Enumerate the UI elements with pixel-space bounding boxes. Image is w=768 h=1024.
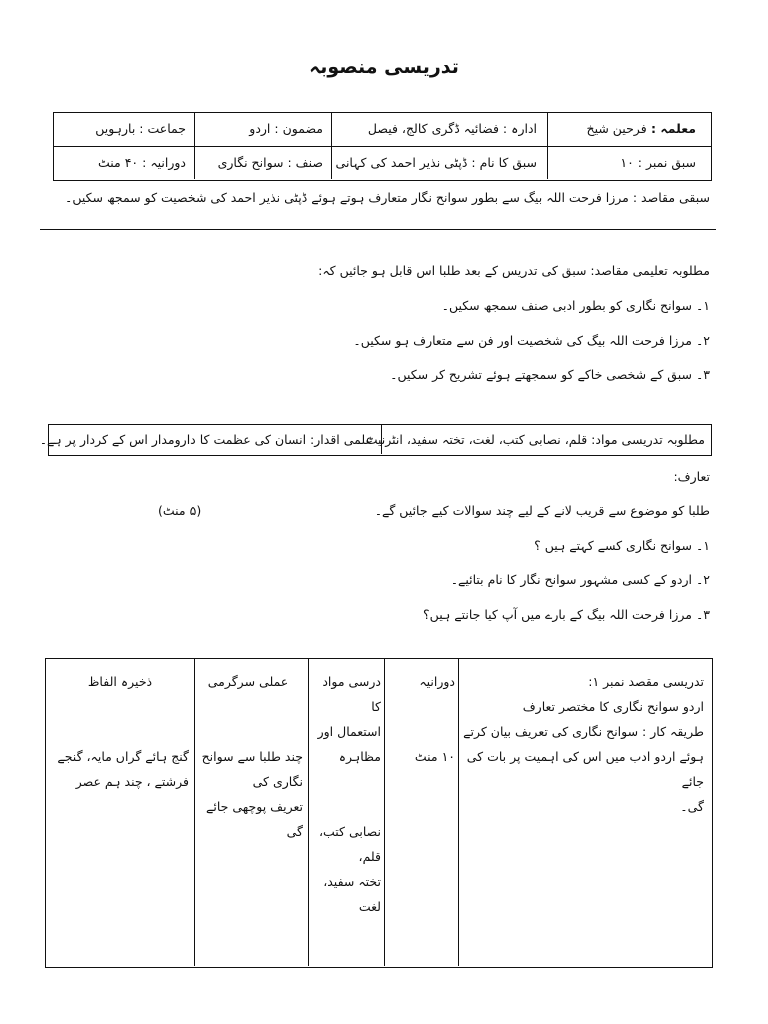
column-divider bbox=[547, 113, 548, 179]
cell-line: عملی سرگرمی bbox=[207, 674, 289, 689]
values-text: علمی اقدار: انسان کی عظمت کا دارومدار اس کے کردار پر ہے۔ bbox=[39, 432, 373, 447]
introduction-heading: تعارف: bbox=[673, 469, 710, 484]
cell-line: ۱۰ منٹ bbox=[414, 749, 455, 764]
cell-line: ہوئے اردو ادب میں اس کی اہمیت پر بات کی جائے bbox=[466, 749, 704, 789]
cell-line: نصابی کتب، قلم، bbox=[318, 824, 381, 864]
question-item: ۲۔ اردو کے کسی مشہور سوانح نگار کا نام بتائیے۔ bbox=[450, 572, 710, 587]
question-item: ۳۔ مرزا فرحت اللہ بیگ کے بارے میں آپ کیا جانتے ہیں؟ bbox=[423, 607, 710, 622]
column-divider bbox=[384, 659, 385, 966]
objective-item: ۳۔ سبق کے شخصی خاکے کو سمجھتے ہوئے تشریح کر سکیں۔ bbox=[390, 367, 710, 382]
learning-objectives-heading: مطلوبہ تعلیمی مقاصد: سبق کی تدریس کے بعد طلبا اس قابل ہو جائیں کہ: bbox=[318, 263, 710, 278]
teacher-field: معلمہ : فرحین شیخ bbox=[586, 121, 696, 136]
page-title: تدریسی منصوبہ bbox=[309, 56, 459, 78]
column-divider bbox=[194, 113, 195, 179]
cell-line: تختہ سفید، لغت bbox=[323, 874, 381, 914]
introduction-time: (۵ منٹ) bbox=[158, 503, 202, 518]
row-divider bbox=[54, 146, 711, 147]
cell-line: درسی مواد کا bbox=[322, 674, 381, 714]
column-divider bbox=[331, 113, 332, 179]
class-field: جماعت : بارہویں bbox=[95, 121, 186, 136]
cell-line: مظاہرہ bbox=[338, 749, 381, 764]
question-item: ۱۔ سوانح نگاری کسے کہتے ہیں ؟ bbox=[534, 538, 710, 553]
cell-line: اردو سوانح نگاری کا مختصر تعارف bbox=[522, 699, 704, 714]
activity-cell bbox=[193, 669, 303, 844]
teaching-objective-cell bbox=[459, 669, 704, 819]
cell-line: تدریسی مقصد نمبر ۱: bbox=[588, 674, 704, 689]
teaching-material-cell bbox=[311, 669, 381, 919]
objective-item: ۲۔ مرزا فرحت اللہ بیگ کی شخصیت اور فن سے متعارف ہو سکیں۔ bbox=[353, 333, 710, 348]
subject-field: مضمون : اردو bbox=[249, 121, 323, 136]
cell-line: ذخیرہ الفاظ bbox=[87, 674, 153, 689]
materials-box bbox=[39, 424, 712, 456]
cell-line: طریقہ کار : سوانح نگاری کی تعریف بیان کرتے bbox=[463, 724, 704, 739]
objective-item: ۱۔ سوانح نگاری کو بطور ادبی صنف سمجھ سکیں۔ bbox=[441, 298, 710, 313]
materials-text: مطلوبہ تدریسی مواد: قلم، نصابی کتب، لغت، تختہ سفید، انٹرنیٹ bbox=[365, 432, 705, 447]
vocabulary-cell bbox=[51, 669, 189, 794]
lesson-activity-table bbox=[45, 658, 713, 968]
duration-field: دورانیہ : ۴۰ منٹ bbox=[97, 155, 186, 170]
cell-line: گی۔ bbox=[680, 799, 704, 814]
cell-line: فرشتے ، چند ہم عصر bbox=[75, 774, 189, 789]
cell-line: دورانیہ bbox=[419, 674, 455, 689]
genre-field: صنف : سوانح نگاری bbox=[217, 155, 323, 170]
introduction-line: طلبا کو موضوع سے قریب لانے کے لیے چند سوالات کیے جائیں گے۔ bbox=[374, 503, 710, 518]
column-divider bbox=[308, 659, 309, 966]
cell-line: استعمال اور bbox=[317, 724, 381, 739]
duration-cell bbox=[387, 669, 455, 769]
lesson-name-field: سبق کا نام : ڈپٹی نذیر احمد کی کہانی bbox=[335, 155, 537, 170]
lesson-number-field: سبق نمبر : ۱۰ bbox=[620, 155, 696, 170]
divider bbox=[40, 229, 716, 230]
cell-line: چند طلبا سے سوانح نگاری کی bbox=[201, 749, 303, 789]
institute-field: ادارہ : فضائیہ ڈگری کالج، فیصل bbox=[367, 121, 537, 136]
cell-line: تعریف پوچھی جائے گی bbox=[206, 799, 303, 839]
cell-line: گنج ہائے گراں مایہ، گنجے bbox=[57, 749, 189, 764]
lesson-objective: سبقی مقاصد : مرزا فرحت اللہ بیگ سے بطور سوانح نگار متعارف ہوتے ہوئے ڈپٹی نذیر احمد کی شخصیت کو سمجھ سکیں۔ bbox=[65, 190, 710, 205]
lesson-info-box bbox=[53, 112, 712, 181]
